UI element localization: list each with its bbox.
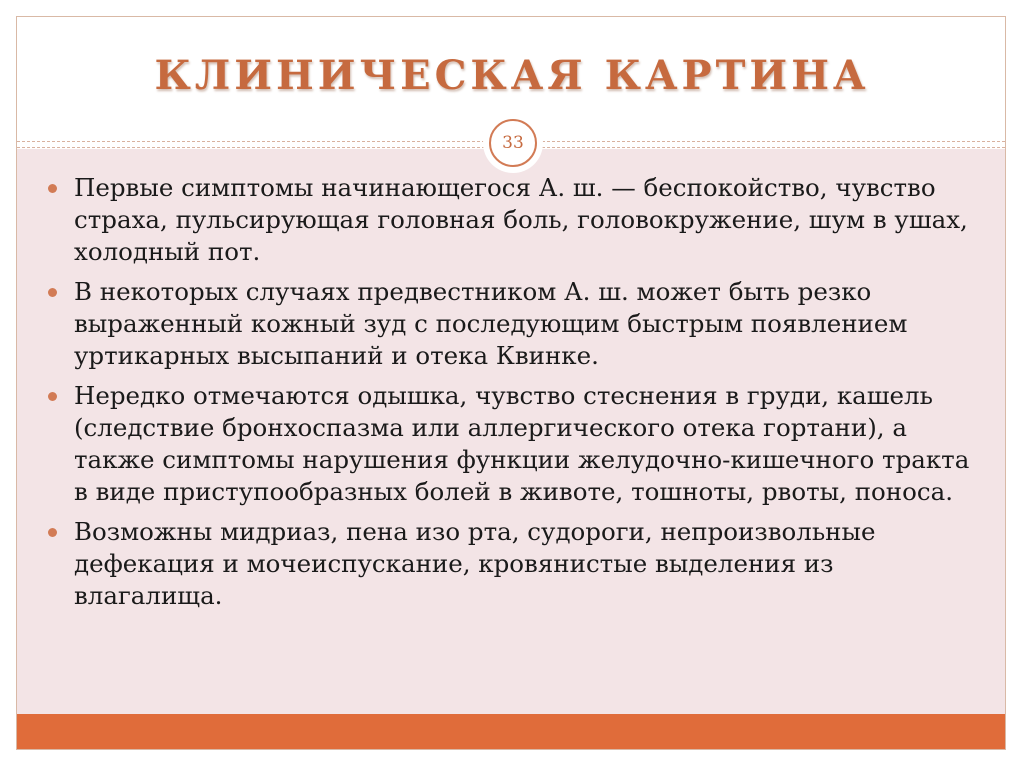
bullet-text: В некоторых случаях предвестником А. ш. может быть резко выраженный кожный зуд с последующим быстрым появлением уртикарных высыпаний и отека Квинке. [74,277,908,370]
slide-title: КЛИНИЧЕСКАЯ КАРТИНА [154,52,870,99]
bullet-text: Возможны мидриаз, пена изо рта, судороги, непроизвольные дефекация и мочеиспускание, кровянистые выделения из влагалища. [74,517,876,610]
bullet-dot-icon [48,288,57,297]
bullet-item [44,276,979,372]
bullet-item [44,380,979,508]
bullet-text: Нередко отмечаются одышка, чувство стеснения в груди, кашель (следствие бронхоспазма или аллергического отека гортани), а также симптомы нарушения функции желудочно-кишечного тракта в виде приступообразных болей в животе, тошноты, рвоты, поноса. [74,381,970,506]
bullet-dot-icon [48,392,57,401]
bullet-text: Первые симптомы начинающегося А. ш. — беспокойство, чувство страха, пульсирующая головная боль, головокружение, шум в ушах, холодный пот. [74,173,968,266]
page-number-badge [483,113,543,173]
bullet-list [44,172,979,620]
bullet-dot-icon [48,528,57,537]
footer-bar [17,714,1005,749]
bullet-dot-icon [48,184,57,193]
bullet-item [44,516,979,612]
bullet-item [44,172,979,268]
page-number: 33 [489,119,537,167]
